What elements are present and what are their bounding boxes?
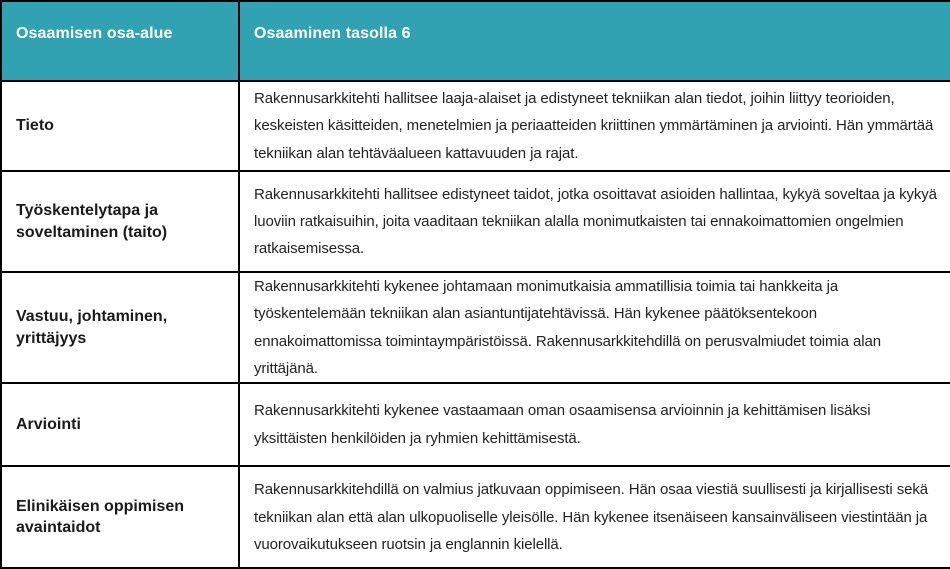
competence-area-label: Työskentelytapa ja soveltaminen (taito) — [1, 171, 239, 272]
competence-area-label: Vastuu, johtaminen, yrittäjyys — [1, 272, 239, 383]
competence-description: Rakennusarkkitehti kykenee johtamaan monimutkaisia ammatillisia toimia tai hankkeita ja työskentelemään tekniikan alan asiantuntijatehtävissä. Hän kykenee päätöksentekoon ennakoimattomissa toimintaympäristöissä. Rakennusarkkitehdillä on perusvalmiudet toimia alan yrittäjänä. — [239, 272, 950, 383]
competence-description: Rakennusarkkitehti hallitsee edistyneet taidot, jotka osoittavat asioiden hallintaa, kykyä soveltaa ja kykyä luoviin ratkaisuihin, joita vaaditaan tekniikan alalla monimutkaisten tai ennakoimattomien ongelmien ratkaisemisessa. — [239, 171, 950, 272]
competence-description: Rakennusarkkitehti kykenee vastaamaan oman osaamisensa arvioinnin ja kehittämisen lisäksi yksittäisten henkilöiden ja ryhmien kehittämisestä. — [239, 383, 950, 466]
header-competence-level-6: Osaaminen tasolla 6 — [239, 1, 950, 81]
header-competence-area: Osaamisen osa-alue — [1, 1, 239, 81]
table-row-tieto — [1, 81, 950, 171]
competence-description: Rakennusarkkitehti hallitsee laaja-alaiset ja edistyneet tekniikan alan tiedot, joihin liittyy teorioiden, keskeisten käsitteiden, menetelmien ja periaatteiden kriittinen ymmärtäminen ja arviointi. Hän ymmärtää tekniikan alan tehtäväalueen kattavuuden ja rajat. — [239, 81, 950, 171]
competence-area-label: Elinikäisen oppimisen avaintaidot — [1, 466, 239, 568]
table-row-arviointi — [1, 383, 950, 466]
competence-description: Rakennusarkkitehdillä on valmius jatkuvaan oppimiseen. Hän osaa viestiä suullisesti ja kirjallisesti sekä tekniikan alan että alan ulkopuoliselle yleisölle. Hän kykenee itsenäiseen kansainväliseen viestintään ja vuorovaikutukseen ruotsin ja englannin kielellä. — [239, 466, 950, 568]
table-header-row — [1, 1, 950, 81]
competence-area-label: Arviointi — [1, 383, 239, 466]
table-row-elinikainen-oppiminen — [1, 466, 950, 568]
competence-area-label: Tieto — [1, 81, 239, 171]
table-row-tyoskentelytapa — [1, 171, 950, 272]
table-row-vastuu — [1, 272, 950, 383]
